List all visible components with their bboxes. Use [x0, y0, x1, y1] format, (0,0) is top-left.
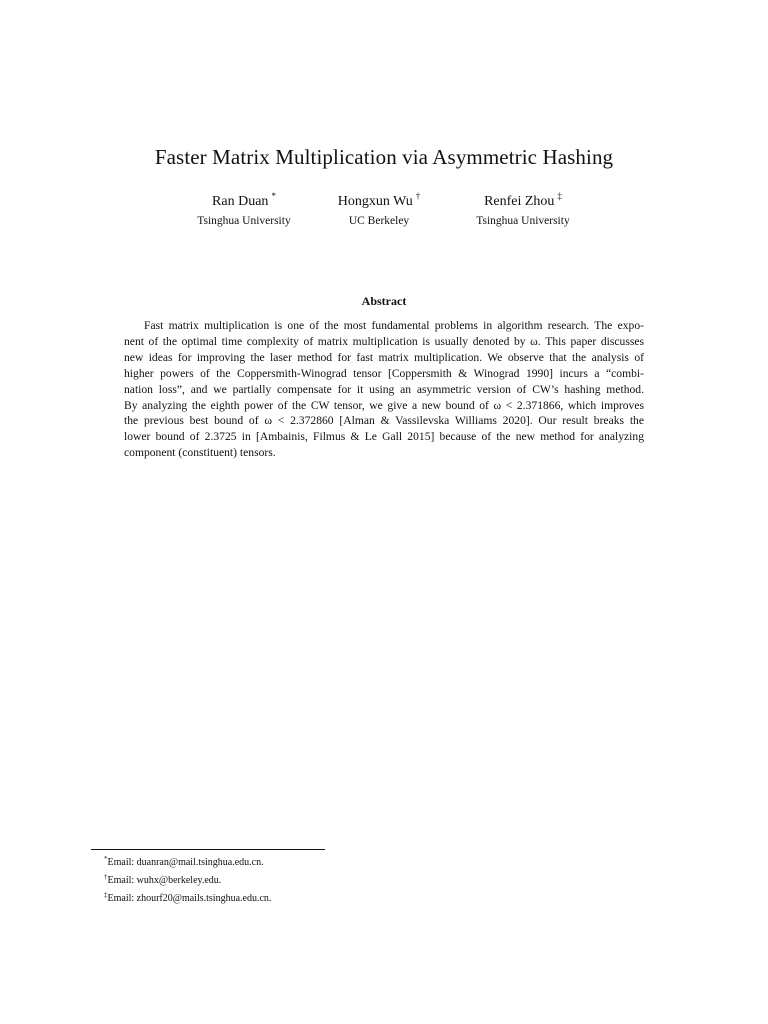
author-name: Renfei Zhou — [484, 194, 555, 209]
abstract-line: the previous best bound of ω < 2.372860 [Alman & Vassilevska Williams 2020]. Our result breaks the — [124, 414, 644, 428]
footnotes — [104, 852, 524, 906]
paper-title: Faster Matrix Multiplication via Asymmetric Hashing — [154, 145, 614, 169]
footnote-mark: ‡ — [104, 891, 108, 899]
footnote-divider — [91, 849, 325, 850]
author-renfei-zhou — [433, 186, 613, 230]
author-name-container — [433, 186, 613, 212]
author-affiliation: Tsinghua University — [476, 215, 570, 227]
abstract-line: new ideas for improving the laser method for fast matrix multiplication. We observe that the analysis of — [124, 350, 644, 364]
author-footnote-mark: ‡ — [557, 191, 562, 201]
author-name: Ran Duan — [212, 194, 269, 209]
footnote-text: Email: duanran@mail.tsinghua.edu.cn. — [107, 857, 264, 868]
abstract-line: component (constituent) tensors. — [124, 446, 276, 460]
author-block — [0, 186, 768, 226]
author-footnote-mark: † — [415, 191, 421, 201]
abstract-body — [124, 318, 644, 461]
footnote-email-wu — [104, 870, 524, 888]
abstract-line: By analyzing the eighth power of the CW tensor, we give a new bound of ω < 2.371866, which improves — [124, 398, 644, 412]
author-affiliation: UC Berkeley — [348, 215, 410, 227]
abstract-line: lower bound of 2.3725 in [Ambainis, Filmus & Le Gall 2015] because of the new method for analyzing — [124, 430, 644, 444]
abstract-line: nation loss”, and we partially compensate for it using an asymmetric version of CW’s hashing method. — [124, 382, 644, 396]
abstract-line: higher powers of the Coppersmith-Winograd tensor [Coppersmith & Winograd 1990] incurs a “combi- — [124, 366, 644, 380]
abstract-heading: Abstract — [361, 294, 407, 308]
footnote-email-zhou — [104, 888, 524, 906]
footnote-text: Email: zhourf20@mails.tsinghua.edu.cn. — [107, 893, 272, 904]
footnote-mark: † — [104, 873, 108, 881]
footnote-text: Email: wuhx@berkeley.edu. — [107, 875, 222, 886]
footnote-mark: * — [104, 855, 108, 863]
author-footnote-mark: * — [271, 191, 276, 201]
abstract-line: Fast matrix multiplication is one of the most fundamental problems in algorithm research. The expo- — [144, 319, 644, 332]
footnote-email-duan — [104, 852, 524, 870]
author-affiliation: Tsinghua University — [197, 215, 291, 227]
abstract-line: nent of the optimal time complexity of matrix multiplication is usually denoted by ω. This paper discusses — [124, 334, 644, 348]
author-name: Hongxun Wu — [337, 194, 413, 209]
